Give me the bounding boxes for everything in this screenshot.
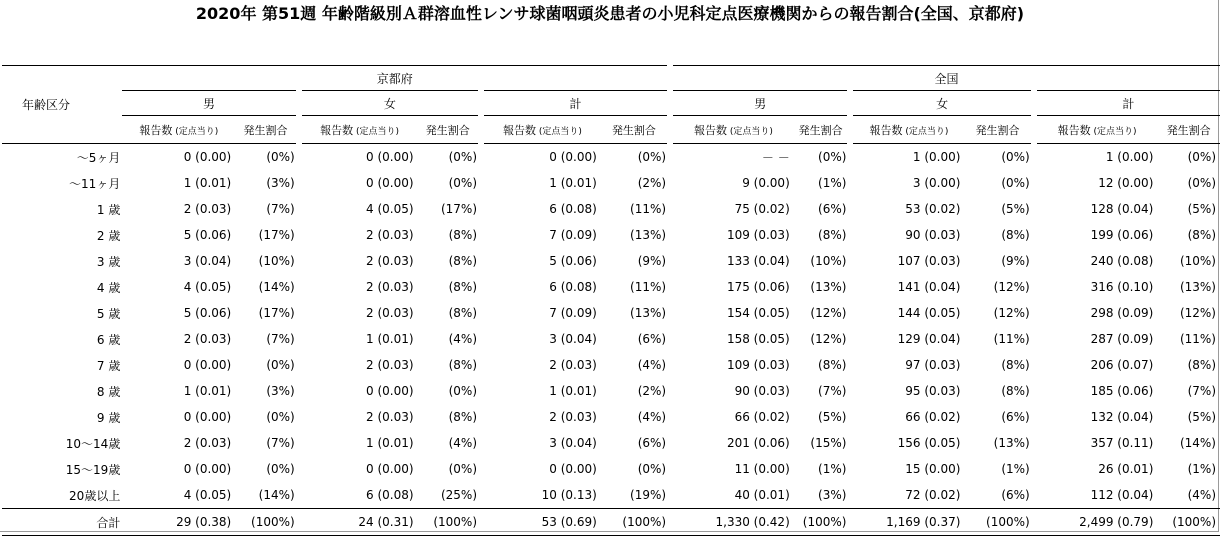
- count-cell: 2 (0.03): [183, 436, 232, 450]
- count-cell: 2 (0.03): [366, 280, 414, 294]
- ratio-cell: (8%): [1001, 358, 1030, 372]
- count-cell: 10 (0.13): [541, 488, 597, 502]
- count-cell: 3 (0.04): [549, 332, 597, 346]
- ratio-cell: (1%): [1001, 462, 1030, 476]
- ratio-cell: (8%): [448, 410, 478, 424]
- count-cell: 7 (0.09): [549, 228, 597, 242]
- ratio-cell: (3%): [266, 176, 295, 190]
- count-cell: 66 (0.02): [905, 410, 961, 424]
- count-cell: 107 (0.03): [897, 254, 961, 268]
- ratio-column-header: 発生割合: [601, 116, 670, 144]
- ratio-cell: (5%): [1187, 202, 1216, 216]
- ratio-cell: (5%): [818, 410, 847, 424]
- national-total-header: 計: [1034, 91, 1220, 116]
- age-cell: 3 歳: [96, 254, 121, 269]
- count-cell: 0 (0.00): [366, 462, 414, 476]
- table-row: [2, 144, 1220, 171]
- table-row: [2, 378, 1220, 404]
- ratio-cell: (100%): [235, 509, 298, 536]
- kyoto-male-header: 男: [122, 91, 298, 116]
- ratio-cell: (0%): [266, 462, 295, 476]
- ratio-cell: (12%): [810, 332, 847, 346]
- ratio-cell: (8%): [818, 358, 847, 372]
- ratio-cell: (12%): [993, 306, 1030, 320]
- age-cell: 20歳以上: [69, 488, 121, 503]
- ratio-cell: (0%): [266, 358, 295, 372]
- ratio-column-header: 発生割合: [1157, 116, 1220, 144]
- count-cell: 6 (0.08): [549, 202, 597, 216]
- ratio-column-header: 発生割合: [235, 116, 298, 144]
- count-column-header: [481, 116, 601, 144]
- count-cell: 1 (0.01): [549, 176, 597, 190]
- age-cell: 1 歳: [96, 202, 121, 217]
- count-label: 報告数: [139, 123, 173, 137]
- ratio-cell: (8%): [1001, 384, 1030, 398]
- count-cell: 0 (0.00): [549, 462, 597, 476]
- count-cell: 90 (0.03): [734, 384, 790, 398]
- count-cell: 298 (0.09): [1090, 306, 1154, 320]
- count-cell: 9 (0.00): [742, 176, 790, 190]
- count-cell: 1 (0.01): [183, 176, 232, 190]
- table-row: [2, 248, 1220, 274]
- ratio-cell: (8%): [448, 228, 478, 242]
- count-cell: 0 (0.00): [183, 358, 232, 372]
- ratio-cell: (13%): [630, 306, 667, 320]
- ratio-cell: (8%): [1187, 358, 1216, 372]
- ratio-cell: (3%): [266, 384, 295, 398]
- count-cell: 3 (0.04): [183, 254, 232, 268]
- count-cell: 53 (0.69): [481, 509, 601, 536]
- total-row: [2, 509, 1220, 536]
- count-cell: 1 (0.01): [183, 384, 232, 398]
- count-cell: 97 (0.03): [905, 358, 961, 372]
- count-cell: 316 (0.10): [1090, 280, 1154, 294]
- ratio-cell: (0%): [266, 410, 295, 424]
- count-cell: 1,330 (0.42): [670, 509, 794, 536]
- table-row: [2, 404, 1220, 430]
- count-cell: 132 (0.04): [1090, 410, 1154, 424]
- page-title: 2020年 第51週 年齢階級別Ａ群溶血性レンサ球菌咽頭炎患者の小児科定点医療機関からの報告割合(全国、京都府): [195, 4, 1025, 23]
- age-cell: 9 歳: [96, 410, 121, 425]
- table-row: [2, 430, 1220, 456]
- count-cell: 4 (0.05): [183, 488, 232, 502]
- table-row: [2, 482, 1220, 509]
- count-cell: 90 (0.03): [905, 228, 961, 242]
- ratio-cell: (10%): [810, 254, 847, 268]
- table-row: [2, 456, 1220, 482]
- count-cell: 3 (0.04): [549, 436, 597, 450]
- ratio-cell: (14%): [1179, 436, 1216, 450]
- ratio-cell: (9%): [1001, 254, 1030, 268]
- ratio-cell: (14%): [258, 488, 295, 502]
- ratio-cell: (17%): [258, 306, 295, 320]
- ratio-cell: (100%): [601, 509, 670, 536]
- ratio-cell: (0%): [448, 462, 478, 476]
- ratio-cell: (100%): [794, 509, 851, 536]
- table-row: [2, 170, 1220, 196]
- count-cell: 133 (0.04): [726, 254, 790, 268]
- count-cell: 0 (0.00): [366, 150, 414, 164]
- ratio-cell: (0%): [266, 150, 295, 164]
- count-cell: 3 (0.00): [912, 176, 961, 190]
- count-cell: 287 (0.09): [1090, 332, 1154, 346]
- ratio-cell: (8%): [1187, 228, 1216, 242]
- count-cell: 2 (0.03): [183, 202, 232, 216]
- count-cell: 2 (0.03): [366, 228, 414, 242]
- ratio-cell: (13%): [1179, 280, 1216, 294]
- ratio-cell: (2%): [637, 176, 667, 190]
- ratio-cell: (8%): [448, 358, 478, 372]
- count-sub-label: (定点当り): [353, 126, 400, 137]
- ratio-cell: (0%): [1001, 176, 1030, 190]
- ratio-cell: (6%): [818, 202, 847, 216]
- ratio-cell: (7%): [266, 436, 295, 450]
- ratio-cell: (4%): [637, 358, 667, 372]
- count-cell: 2 (0.03): [549, 410, 597, 424]
- count-cell: 2 (0.03): [183, 332, 232, 346]
- ratio-cell: (25%): [440, 488, 478, 502]
- count-cell: 0 (0.00): [366, 384, 414, 398]
- count-cell: 156 (0.05): [897, 436, 961, 450]
- count-cell: 154 (0.05): [726, 306, 790, 320]
- ratio-cell: (100%): [964, 509, 1033, 536]
- count-cell: 0 (0.00): [549, 150, 597, 164]
- ratio-cell: (0%): [448, 176, 478, 190]
- count-cell: 2 (0.03): [549, 358, 597, 372]
- count-cell: 141 (0.04): [897, 280, 961, 294]
- ratio-cell: (5%): [1187, 410, 1216, 424]
- count-cell: 206 (0.07): [1090, 358, 1154, 372]
- count-sub-label: (定点当り): [535, 126, 582, 137]
- count-cell: 109 (0.03): [726, 228, 790, 242]
- count-cell: 0 (0.00): [183, 150, 232, 164]
- ratio-cell: (4%): [448, 332, 478, 346]
- ratio-column-header: 発生割合: [418, 116, 481, 144]
- count-cell: 66 (0.02): [734, 410, 790, 424]
- table-row: [2, 274, 1220, 300]
- ratio-cell: (100%): [1157, 509, 1220, 536]
- ratio-cell: (0%): [818, 150, 847, 164]
- age-cell: 7 歳: [96, 358, 121, 373]
- count-cell: 1 (0.01): [549, 384, 597, 398]
- ratio-cell: (6%): [637, 436, 667, 450]
- count-cell: 5 (0.06): [549, 254, 597, 268]
- report-table: [2, 65, 1220, 536]
- count-cell: 175 (0.06): [726, 280, 790, 294]
- age-cell: 10～14歳: [65, 436, 121, 451]
- count-cell: 199 (0.06): [1090, 228, 1154, 242]
- count-cell: 7 (0.09): [549, 306, 597, 320]
- ratio-cell: (8%): [448, 254, 478, 268]
- ratio-cell: (11%): [630, 280, 667, 294]
- ratio-cell: (4%): [448, 436, 478, 450]
- ratio-cell: (0%): [1001, 150, 1030, 164]
- age-cell: 4 歳: [96, 280, 121, 295]
- count-cell: 158 (0.05): [726, 332, 790, 346]
- count-cell: 240 (0.08): [1090, 254, 1154, 268]
- count-cell: 53 (0.02): [905, 202, 961, 216]
- count-column-header: [670, 116, 794, 144]
- count-label: 報告数: [693, 123, 727, 137]
- count-sub-label: (定点当り): [1090, 126, 1137, 137]
- table-row: [2, 222, 1220, 248]
- table-row: [2, 352, 1220, 378]
- region-national: 全国: [670, 66, 1220, 91]
- ratio-cell: (10%): [1179, 254, 1216, 268]
- count-label: 報告数: [869, 123, 903, 137]
- ratio-cell: (7%): [1187, 384, 1216, 398]
- ratio-column-header: 発生割合: [964, 116, 1033, 144]
- count-cell: 5 (0.06): [183, 306, 232, 320]
- age-cell: 15～19歳: [65, 462, 121, 477]
- count-cell: 0 (0.00): [366, 176, 414, 190]
- ratio-cell: (8%): [448, 280, 478, 294]
- count-cell: 6 (0.08): [549, 280, 597, 294]
- count-cell: 128 (0.04): [1090, 202, 1154, 216]
- ratio-cell: (19%): [630, 488, 667, 502]
- count-column-header: [850, 116, 964, 144]
- ratio-cell: (11%): [993, 332, 1030, 346]
- count-sub-label: (定点当り): [902, 126, 949, 137]
- age-cell: 6 歳: [96, 332, 121, 347]
- ratio-cell: (7%): [818, 384, 847, 398]
- ratio-cell: (15%): [810, 436, 847, 450]
- count-sub-label: (定点当り): [172, 126, 219, 137]
- ratio-column-header: 発生割合: [794, 116, 851, 144]
- count-label: 報告数: [1057, 123, 1091, 137]
- count-cell: － －: [761, 150, 790, 165]
- ratio-cell: (3%): [818, 488, 847, 502]
- count-cell: 1 (0.00): [912, 150, 961, 164]
- ratio-cell: (100%): [418, 509, 481, 536]
- count-cell: 185 (0.06): [1090, 384, 1154, 398]
- age-cell: ～11ヶ月: [69, 176, 121, 191]
- count-cell: 75 (0.02): [734, 202, 790, 216]
- count-cell: 0 (0.00): [183, 410, 232, 424]
- age-cell: 8 歳: [96, 384, 121, 399]
- ratio-cell: (10%): [258, 254, 295, 268]
- count-cell: 5 (0.06): [183, 228, 232, 242]
- ratio-cell: (8%): [448, 306, 478, 320]
- ratio-cell: (11%): [1179, 332, 1216, 346]
- ratio-cell: (13%): [630, 228, 667, 242]
- ratio-cell: (13%): [810, 280, 847, 294]
- ratio-cell: (13%): [993, 436, 1030, 450]
- age-cell: ～5ヶ月: [76, 150, 121, 165]
- kyoto-female-header: 女: [299, 91, 481, 116]
- national-female-header: 女: [850, 91, 1033, 116]
- table-row: [2, 326, 1220, 352]
- count-cell: 357 (0.11): [1090, 436, 1154, 450]
- region-kyoto: 京都府: [122, 66, 670, 91]
- ratio-cell: (17%): [440, 202, 478, 216]
- ratio-cell: (4%): [1187, 488, 1216, 502]
- count-cell: 2 (0.03): [366, 254, 414, 268]
- count-cell: 72 (0.02): [905, 488, 961, 502]
- ratio-cell: (6%): [1001, 488, 1030, 502]
- count-cell: 12 (0.00): [1098, 176, 1154, 190]
- count-cell: 24 (0.31): [299, 509, 418, 536]
- ratio-cell: (0%): [1187, 150, 1216, 164]
- count-cell: 1 (0.01): [366, 332, 414, 346]
- ratio-cell: (0%): [448, 150, 478, 164]
- count-cell: 4 (0.05): [183, 280, 232, 294]
- count-column-header: [299, 116, 418, 144]
- ratio-cell: (12%): [810, 306, 847, 320]
- ratio-cell: (1%): [818, 176, 847, 190]
- ratio-cell: (7%): [266, 202, 295, 216]
- count-sub-label: (定点当り): [726, 126, 773, 137]
- count-cell: 2 (0.03): [366, 410, 414, 424]
- count-cell: 0 (0.00): [183, 462, 232, 476]
- count-cell: 1,169 (0.37): [850, 509, 964, 536]
- age-cell: 5 歳: [96, 306, 121, 321]
- ratio-cell: (4%): [637, 410, 667, 424]
- count-column-header: [122, 116, 235, 144]
- count-cell: 11 (0.00): [734, 462, 790, 476]
- count-cell: 40 (0.01): [734, 488, 790, 502]
- ratio-cell: (2%): [637, 384, 667, 398]
- ratio-cell: (6%): [637, 332, 667, 346]
- ratio-cell: (11%): [630, 202, 667, 216]
- count-cell: 1 (0.01): [366, 436, 414, 450]
- kyoto-total-header: 計: [481, 91, 670, 116]
- ratio-cell: (1%): [1187, 462, 1216, 476]
- ratio-cell: (8%): [818, 228, 847, 242]
- count-cell: 15 (0.00): [905, 462, 961, 476]
- age-header: 年齢区分: [2, 66, 122, 144]
- count-column-header: [1034, 116, 1158, 144]
- count-cell: 4 (0.05): [366, 202, 414, 216]
- count-cell: 29 (0.38): [122, 509, 235, 536]
- ratio-cell: (12%): [993, 280, 1030, 294]
- ratio-cell: (0%): [448, 384, 478, 398]
- count-cell: 129 (0.04): [897, 332, 961, 346]
- ratio-cell: (0%): [637, 150, 667, 164]
- count-cell: 201 (0.06): [726, 436, 790, 450]
- count-cell: 26 (0.01): [1098, 462, 1154, 476]
- count-cell: 95 (0.03): [905, 384, 961, 398]
- ratio-cell: (5%): [1001, 202, 1030, 216]
- table-row: [2, 196, 1220, 222]
- table-row: [2, 300, 1220, 326]
- ratio-cell: (12%): [1179, 306, 1216, 320]
- count-label: 報告数: [320, 123, 354, 137]
- count-cell: 112 (0.04): [1090, 488, 1154, 502]
- count-cell: 1 (0.00): [1105, 150, 1154, 164]
- count-cell: 144 (0.05): [897, 306, 961, 320]
- count-cell: 109 (0.03): [726, 358, 790, 372]
- ratio-cell: (6%): [1001, 410, 1030, 424]
- count-cell: 2 (0.03): [366, 358, 414, 372]
- ratio-cell: (14%): [258, 280, 295, 294]
- ratio-cell: (0%): [1187, 176, 1216, 190]
- ratio-cell: (9%): [637, 254, 667, 268]
- count-cell: 2,499 (0.79): [1034, 509, 1158, 536]
- ratio-cell: (1%): [818, 462, 847, 476]
- age-cell: 合計: [2, 509, 122, 536]
- count-cell: 2 (0.03): [366, 306, 414, 320]
- age-cell: 2 歳: [96, 228, 121, 243]
- national-male-header: 男: [670, 91, 850, 116]
- ratio-cell: (7%): [266, 332, 295, 346]
- ratio-cell: (8%): [1001, 228, 1030, 242]
- count-label: 報告数: [502, 123, 536, 137]
- ratio-cell: (17%): [258, 228, 295, 242]
- ratio-cell: (0%): [637, 462, 667, 476]
- count-cell: 6 (0.08): [366, 488, 414, 502]
